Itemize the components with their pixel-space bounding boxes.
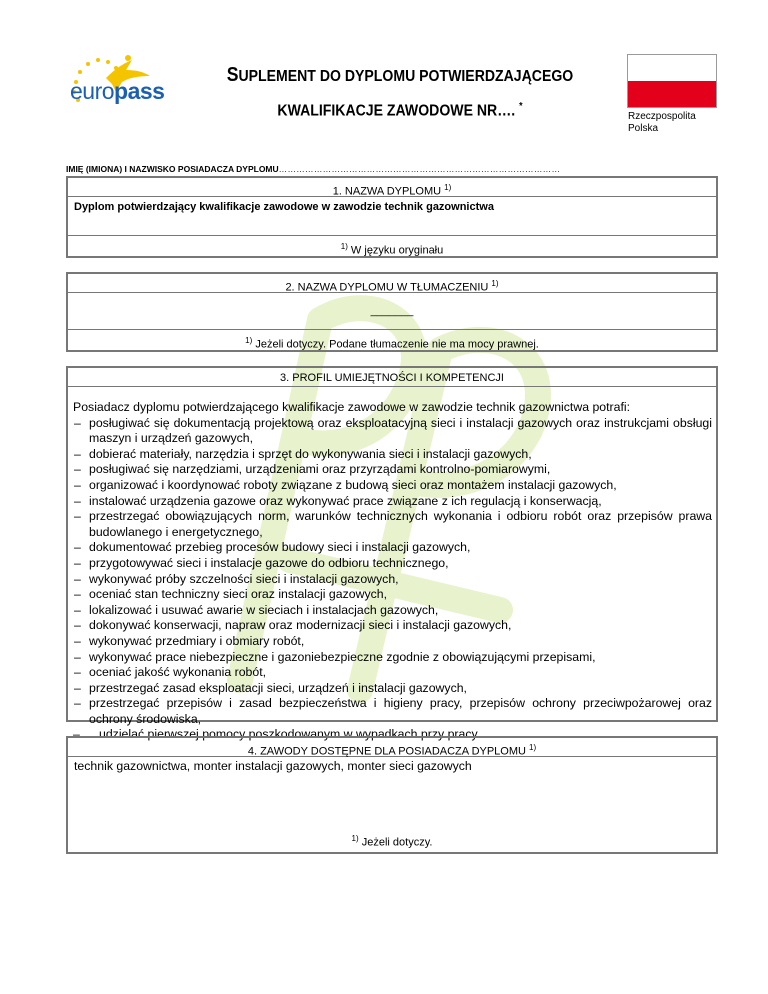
section-footnote (68, 329, 716, 350)
list-dash: – (74, 696, 81, 711)
title-line-2 (215, 92, 585, 126)
list-item (73, 572, 712, 588)
country-name (628, 111, 696, 135)
section-skills-profile (66, 366, 718, 742)
list-dash: – (74, 446, 81, 461)
list-item (73, 681, 712, 697)
professions-text: technik gazownictwa, monter instalacji gazowych, monter sieci gazowych (74, 759, 472, 773)
country-line-1: Rzeczpospolita (628, 111, 696, 122)
holder-label: IMIĘ (IMIONA) I NAZWISKO POSIADACZA DYPLOMU (66, 164, 279, 174)
flag-white-stripe (628, 55, 716, 81)
europass-logo (70, 78, 164, 105)
list-item (73, 618, 712, 634)
footnote-mark: 1) (529, 743, 537, 752)
list-dash: – (73, 727, 80, 742)
holder-dots: …………………………………………………………………………………… (278, 164, 561, 174)
poland-flag (627, 54, 717, 108)
list-dash: – (74, 587, 81, 602)
list-item (73, 478, 712, 494)
list-item-text: instalować urządzenia gazowe oraz wykonywać prace związane z ich regulacją i konserwacją, (89, 493, 602, 508)
footnote-mark: 1) (351, 834, 359, 843)
list-dash: – (74, 493, 81, 508)
list-dash: – (74, 649, 81, 664)
footnote-text: Jeżeli dotyczy. Podane tłumaczenie nie ma mocy prawnej. (252, 338, 539, 351)
country-line-2: Polska (628, 123, 659, 134)
list-item-text: wykonywać przedmiary i obmiary robót, (89, 633, 305, 648)
footnote-text: Jeżeli dotyczy. (358, 836, 433, 849)
list-item-text: przestrzegać zasad eksploatacji sieci, urządzeń i instalacji gazowych, (89, 680, 467, 695)
section-heading: 3. PROFIL UMIEJĘTNOŚCI I KOMPETENCJI (68, 368, 716, 387)
section-diploma-name (66, 176, 718, 258)
list-dash: – (74, 462, 81, 477)
logo-text-main: euro (70, 78, 115, 104)
list-item (73, 462, 712, 478)
list-item (73, 509, 712, 540)
list-item-text: przygotowywać sieci i instalacje gazowe do odbioru technicznego, (89, 555, 449, 570)
section-heading-text: 2. NAZWA DYPLOMU W TŁUMACZENIU (285, 281, 489, 294)
title-rest: UPLEMENT DO DYPLOMU POTWIERDZAJĄCEGO (238, 68, 574, 85)
footnote-text: W języku oryginału (347, 244, 444, 257)
skills-intro: Posiadacz dyplomu potwierdzającego kwalifikacje zawodowe w zawodzie technik gazownictwa potrafi: (73, 400, 631, 414)
list-item-text: posługiwać się narzędziami, urządzeniami oraz przyrządami kontrolno-pomiarowymi, (89, 462, 551, 477)
title-asterisk: * (519, 101, 523, 112)
section-heading-text: 4. ZAWODY DOSTĘPNE DLA POSIADACZA DYPLOMU (247, 745, 526, 758)
translation-placeholder: _______ (370, 305, 414, 317)
document-title (215, 60, 585, 126)
title-initial: S (226, 64, 239, 86)
list-dash: – (74, 680, 81, 695)
section-available-professions (66, 736, 718, 854)
list-dash: – (74, 415, 81, 430)
list-item-text: oceniać stan techniczny sieci oraz instalacji gazowych, (89, 587, 388, 602)
list-item (73, 587, 712, 603)
list-dash: – (74, 555, 81, 570)
list-item-text: dobierać materiały, narzędzia i sprzęt do wykonywania sieci i instalacji gazowych, (89, 446, 532, 461)
title-line-2-text: KWALIFIKACJE ZAWODOWE NR…. (277, 102, 516, 120)
section-heading (68, 178, 716, 197)
list-dash: – (74, 618, 81, 633)
list-dash: – (74, 477, 81, 492)
list-dash: – (74, 633, 81, 648)
list-item-text: dokumentować przebieg procesów budowy sieci i instalacji gazowych, (89, 540, 471, 555)
flag-red-stripe (628, 81, 716, 107)
diploma-name-text: Dyplom potwierdzający kwalifikacje zawodowe w zawodzie technik gazownictwa (74, 201, 494, 213)
list-item-text: posługiwać się dokumentacją projektową oraz eksploatacyjną sieci i instalacji gazowych oraz instrukcjami obsługi maszyn i urządzeń gazowych, (89, 415, 712, 446)
list-item (73, 556, 712, 572)
list-dash: – (74, 602, 81, 617)
list-item (73, 416, 712, 447)
section-heading-text: 1. NAZWA DYPLOMU (332, 185, 442, 198)
footnote-mark: 1) (340, 242, 348, 251)
list-item (73, 696, 712, 727)
section-footnote (68, 828, 716, 852)
list-item-text: dokonywać konserwacji, napraw oraz modernizacji sieci i instalacji gazowych, (89, 618, 512, 633)
list-dash: – (74, 509, 81, 524)
section-diploma-translation (66, 272, 718, 352)
list-item (73, 665, 712, 681)
skills-content (68, 387, 716, 743)
skills-list (73, 416, 712, 728)
footnote-mark: 1) (444, 183, 452, 192)
section-footnote (68, 235, 716, 256)
section-heading (68, 738, 716, 757)
footnote-mark: 1) (491, 279, 499, 288)
list-dash: – (74, 571, 81, 586)
section-heading (68, 274, 716, 293)
list-item-text: wykonywać prace niebezpieczne i gazoniebezpieczne zgodnie z obowiązującymi przepisami, (89, 649, 596, 664)
list-dash: – (74, 665, 81, 680)
list-item (73, 603, 712, 619)
list-item (73, 447, 712, 463)
list-item-text: lokalizować i usuwać awarie w sieciach i instalacjach gazowych, (89, 602, 439, 617)
list-item-text: organizować i koordynować roboty związane z budową sieci oraz montażem instalacji gazowych, (89, 477, 617, 492)
list-item (73, 634, 712, 650)
list-item (73, 650, 712, 666)
list-item-text: wykonywać próby szczelności sieci i instalacji gazowych, (89, 571, 399, 586)
list-item (73, 494, 712, 510)
footnote-mark: 1) (245, 336, 253, 345)
list-item-text: udzielać pierwszej pomocy poszkodowanym w wypadkach przy pracy. (99, 727, 481, 742)
list-item-text: przestrzegać przepisów i zasad bezpieczeństwa i higieny pracy, przepisów ochrony przeciwpożarowej oraz ochrony środowiska, (89, 696, 712, 726)
holder-name-line (66, 164, 560, 174)
list-item-text: przestrzegać obowiązujących norm, warunków technicznych wykonania i odbioru robót oraz przepisów prawa budowlanego i energetycznego, (89, 509, 712, 539)
list-item-text: oceniać jakość wykonania robót, (89, 665, 267, 680)
title-line-1 (215, 60, 585, 92)
list-item (73, 540, 712, 556)
list-dash: – (74, 540, 81, 555)
logo-text-accent: pass (114, 78, 165, 104)
